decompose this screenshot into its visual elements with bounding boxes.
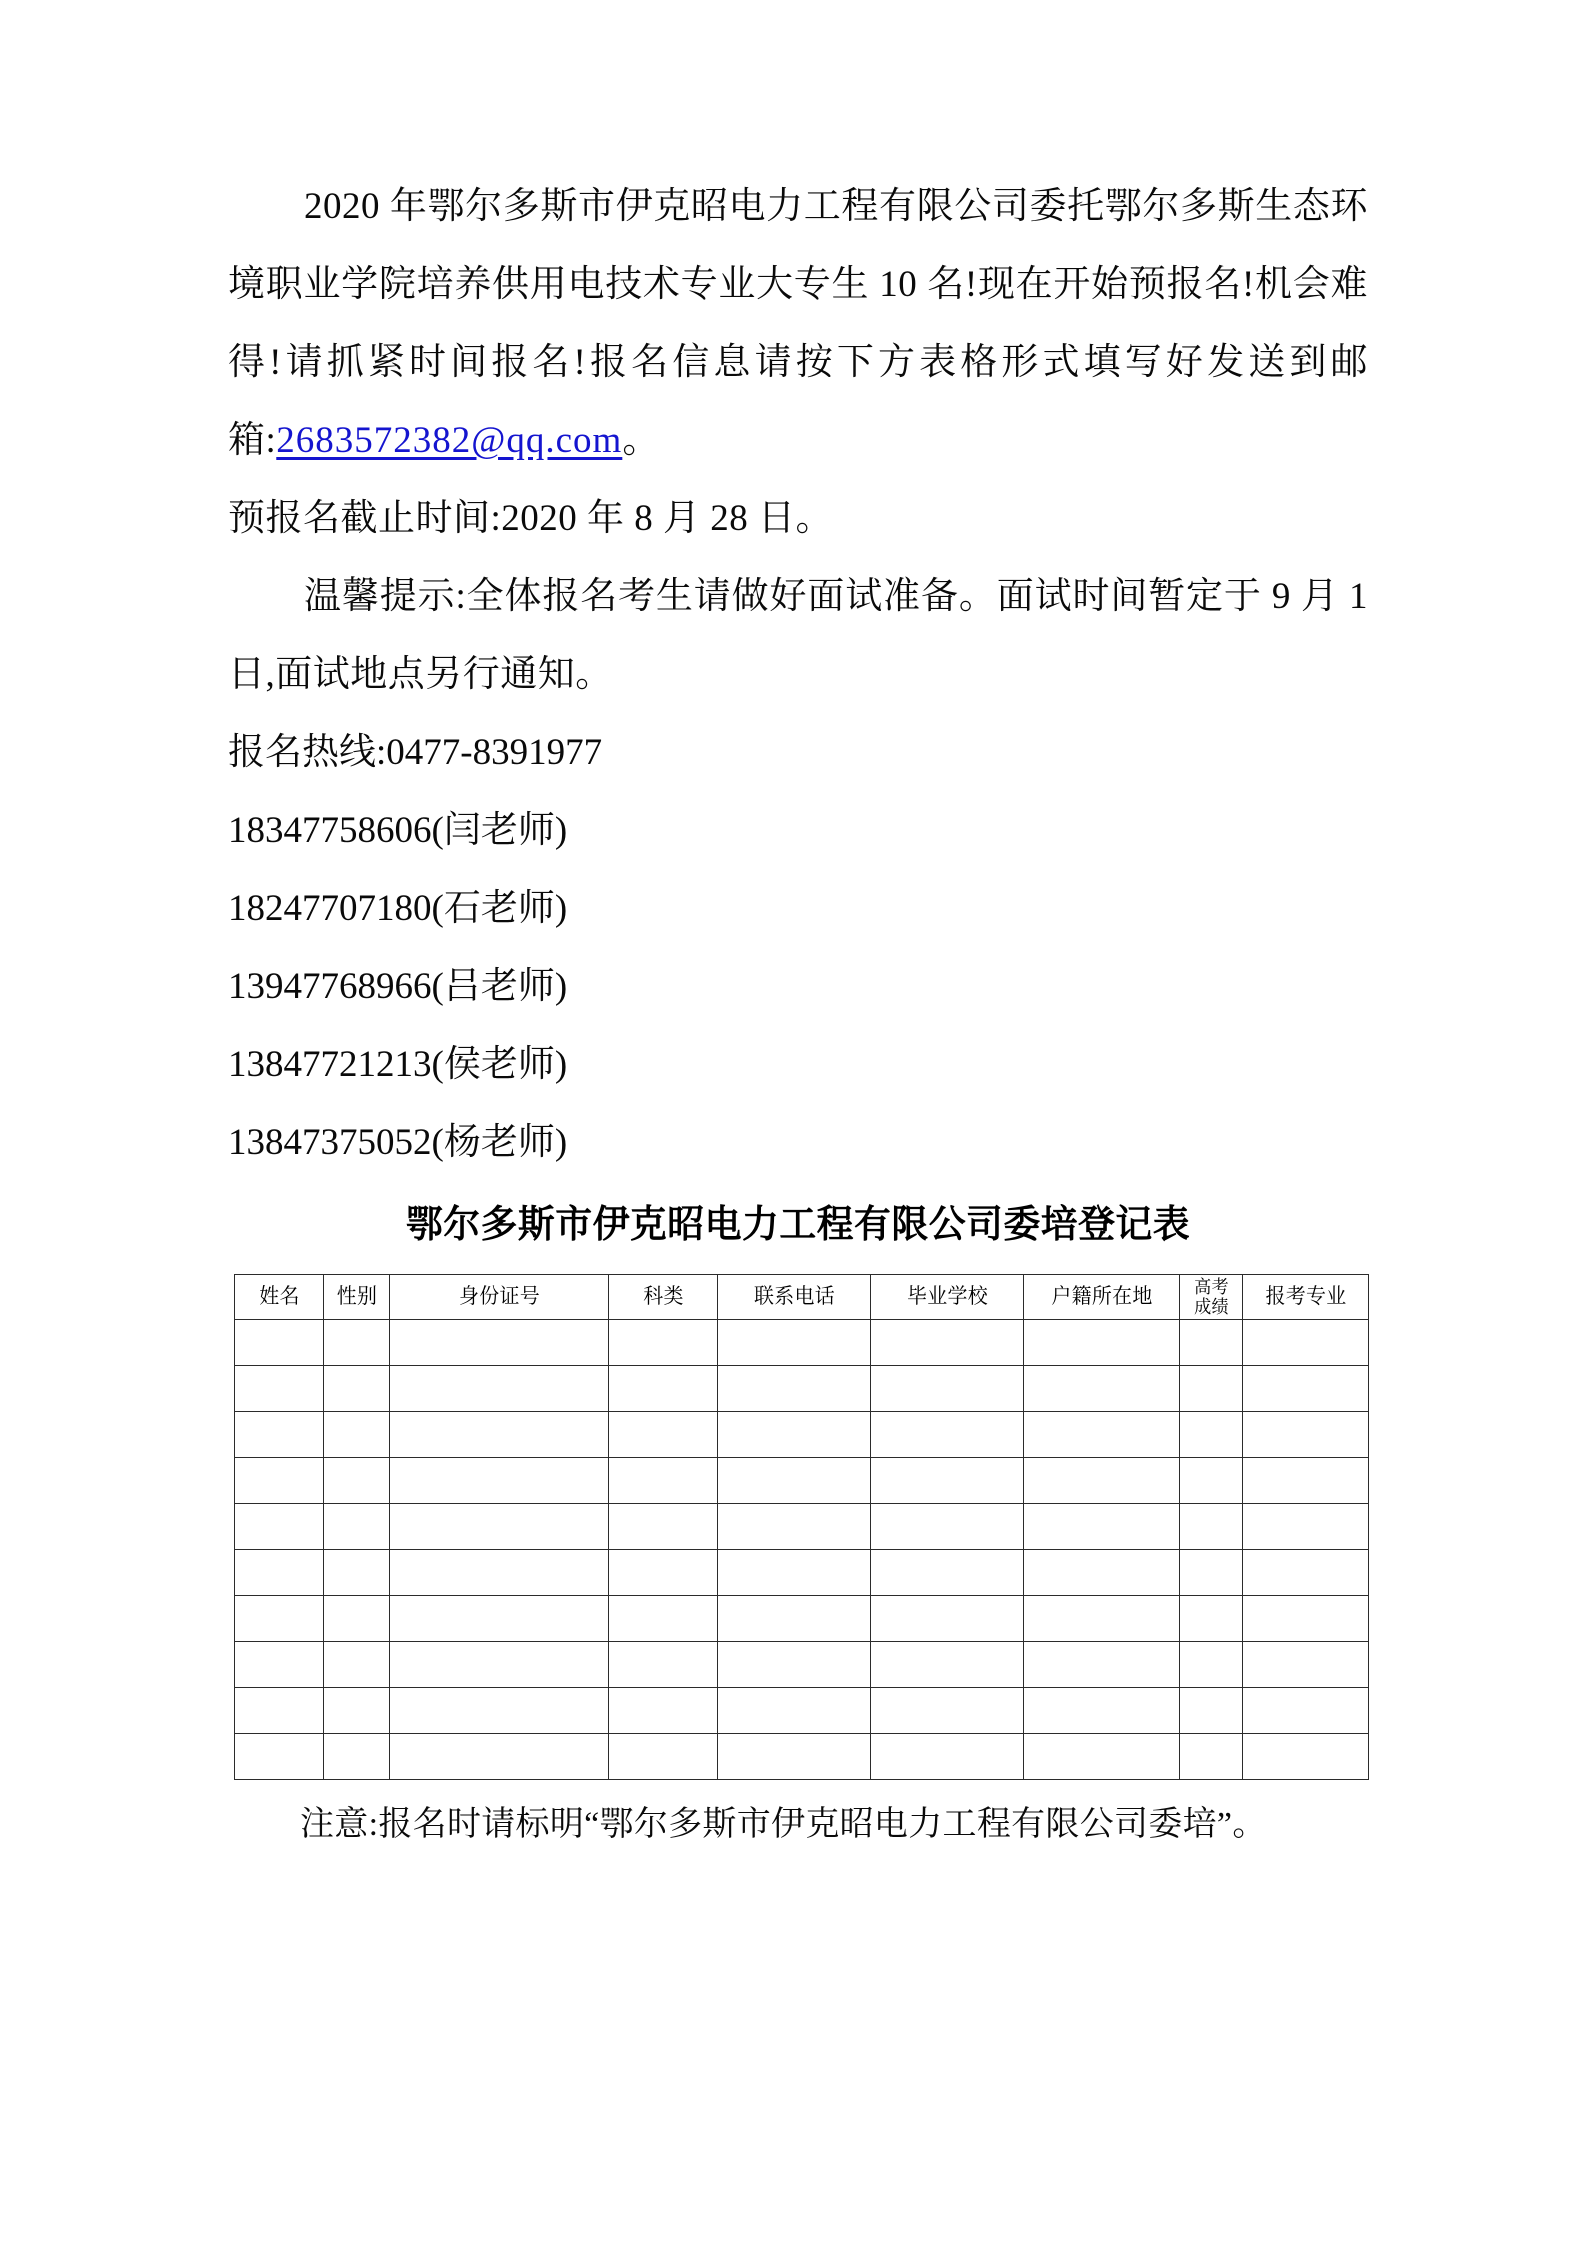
table-cell[interactable]	[718, 1688, 871, 1734]
table-cell[interactable]	[1024, 1688, 1180, 1734]
table-cell[interactable]	[718, 1366, 871, 1412]
table-header	[235, 1275, 1369, 1320]
column-header-name: 姓名	[237, 1275, 322, 1320]
table-cell[interactable]	[1024, 1412, 1180, 1458]
table-cell[interactable]	[324, 1734, 390, 1780]
table-cell[interactable]	[718, 1734, 871, 1780]
table-cell[interactable]	[609, 1366, 718, 1412]
table-cell[interactable]	[1180, 1320, 1243, 1366]
table-cell[interactable]	[718, 1642, 871, 1688]
table-cell[interactable]	[871, 1320, 1024, 1366]
table-row	[235, 1320, 1369, 1366]
table-cell[interactable]	[609, 1504, 718, 1550]
table-cell[interactable]	[235, 1366, 324, 1412]
column-header-id-number: 身份证号	[395, 1275, 603, 1320]
exam-score-line-2: 成绩	[1193, 1297, 1229, 1317]
contact-line-4: 13847721213(侯老师)	[228, 1044, 568, 1085]
table-cell[interactable]	[718, 1550, 871, 1596]
table-cell[interactable]	[390, 1458, 609, 1504]
table-cell[interactable]	[235, 1688, 324, 1734]
table-body	[235, 1320, 1369, 1780]
table-cell[interactable]	[718, 1458, 871, 1504]
table-cell[interactable]	[324, 1688, 390, 1734]
table-cell[interactable]	[1024, 1550, 1180, 1596]
column-header-phone: 联系电话	[721, 1275, 866, 1320]
contact-line-1: 18347758606(闫老师)	[228, 810, 568, 851]
table-cell[interactable]	[390, 1504, 609, 1550]
announcement-text-before-email: 2020 年鄂尔多斯市伊克昭电力工程有限公司委托鄂尔多斯生态环境职业学院培养供用电技术专业大专生 10 名!现在开始预报名!机会难得!请抓紧时间报名!报名信息请按下方表格形式填写好发送到邮箱:	[228, 186, 1368, 461]
table-cell[interactable]	[324, 1458, 390, 1504]
table-cell[interactable]	[390, 1550, 609, 1596]
tip-paragraph: 温馨提示:全体报名考生请做好面试准备。面试时间暂定于 9 月 1 日,面试地点另行通知。	[228, 576, 1368, 695]
table-cell[interactable]	[390, 1642, 609, 1688]
table-cell[interactable]	[1243, 1642, 1369, 1688]
table-row	[235, 1550, 1369, 1596]
table-cell[interactable]	[390, 1734, 609, 1780]
table-cell[interactable]	[1180, 1734, 1243, 1780]
table-cell[interactable]	[1180, 1458, 1243, 1504]
table-cell[interactable]	[609, 1550, 718, 1596]
table-cell[interactable]	[1180, 1642, 1243, 1688]
table-cell[interactable]	[1243, 1458, 1369, 1504]
table-cell[interactable]	[235, 1550, 324, 1596]
table-row	[235, 1504, 1369, 1550]
deadline-line: 预报名截止时间:2020 年 8 月 28 日。	[228, 498, 834, 539]
table-cell[interactable]	[1180, 1504, 1243, 1550]
table-cell[interactable]	[1024, 1458, 1180, 1504]
table-cell[interactable]	[235, 1458, 324, 1504]
table-cell[interactable]	[871, 1412, 1024, 1458]
table-header-row	[235, 1275, 1369, 1320]
column-header-exam-score	[1181, 1275, 1241, 1320]
table-cell[interactable]	[718, 1596, 871, 1642]
table-cell[interactable]	[1243, 1412, 1369, 1458]
table-cell[interactable]	[609, 1320, 718, 1366]
table-cell[interactable]	[390, 1366, 609, 1412]
table-cell[interactable]	[609, 1688, 718, 1734]
hotline-line: 报名热线:0477-8391977	[228, 732, 603, 773]
announcement-text-after-email: 。	[622, 420, 660, 461]
table-cell[interactable]	[609, 1412, 718, 1458]
footnote: 注意:报名时请标明“鄂尔多斯市伊克昭电力工程有限公司委培”。	[300, 1806, 1267, 1843]
table-row	[235, 1596, 1369, 1642]
column-header-residence: 户籍所在地	[1027, 1275, 1175, 1320]
table-cell[interactable]	[1024, 1366, 1180, 1412]
table-row	[235, 1642, 1369, 1688]
email-link[interactable]: 2683572382@qq.com	[276, 420, 623, 461]
table-cell[interactable]	[235, 1412, 324, 1458]
table-cell[interactable]	[871, 1688, 1024, 1734]
contact-line-5: 13847375052(杨老师)	[228, 1122, 568, 1163]
table-cell[interactable]	[324, 1550, 390, 1596]
table-cell[interactable]	[718, 1412, 871, 1458]
table-row	[235, 1688, 1369, 1734]
table-row	[235, 1412, 1369, 1458]
table-cell[interactable]	[235, 1734, 324, 1780]
table-cell[interactable]	[609, 1642, 718, 1688]
table-cell[interactable]	[1180, 1688, 1243, 1734]
table-cell[interactable]	[1024, 1320, 1180, 1366]
table-cell[interactable]	[1024, 1596, 1180, 1642]
table-cell[interactable]	[1243, 1550, 1369, 1596]
registration-table	[234, 1274, 1369, 1780]
table-cell[interactable]	[1180, 1550, 1243, 1596]
table-cell[interactable]	[871, 1550, 1024, 1596]
table-cell[interactable]	[324, 1504, 390, 1550]
table-cell[interactable]	[1024, 1734, 1180, 1780]
table-cell[interactable]	[871, 1642, 1024, 1688]
table-cell[interactable]	[324, 1366, 390, 1412]
registration-table-wrapper	[228, 1274, 1368, 1780]
registration-table-title: 鄂尔多斯市伊克昭电力工程有限公司委培登记表	[405, 1204, 1191, 1246]
table-cell[interactable]	[871, 1596, 1024, 1642]
column-header-school: 毕业学校	[874, 1275, 1019, 1320]
table-cell[interactable]	[324, 1642, 390, 1688]
table-cell[interactable]	[1243, 1366, 1369, 1412]
table-cell[interactable]	[1243, 1320, 1369, 1366]
table-cell[interactable]	[324, 1412, 390, 1458]
column-header-category: 科类	[611, 1275, 715, 1320]
contact-line-2: 18247707180(石老师)	[228, 888, 568, 929]
table-cell[interactable]	[235, 1320, 324, 1366]
table-cell[interactable]	[324, 1320, 390, 1366]
table-cell[interactable]	[718, 1504, 871, 1550]
table-cell[interactable]	[1243, 1688, 1369, 1734]
document-content	[228, 168, 1368, 1856]
table-cell[interactable]	[235, 1504, 324, 1550]
contact-line-3: 13947768966(吕老师)	[228, 966, 568, 1007]
table-cell[interactable]	[871, 1366, 1024, 1412]
table-cell[interactable]	[871, 1734, 1024, 1780]
table-cell[interactable]	[718, 1320, 871, 1366]
table-cell[interactable]	[1180, 1596, 1243, 1642]
table-row	[235, 1366, 1369, 1412]
table-cell[interactable]	[1243, 1734, 1369, 1780]
column-header-major: 报考专业	[1246, 1275, 1366, 1320]
exam-score-line-1: 高考	[1193, 1277, 1229, 1297]
table-cell[interactable]	[609, 1734, 718, 1780]
table-cell[interactable]	[609, 1458, 718, 1504]
table-cell[interactable]	[390, 1596, 609, 1642]
table-cell[interactable]	[1243, 1596, 1369, 1642]
table-cell[interactable]	[871, 1458, 1024, 1504]
table-row	[235, 1458, 1369, 1504]
table-cell[interactable]	[390, 1688, 609, 1734]
table-cell[interactable]	[609, 1596, 718, 1642]
table-cell[interactable]	[235, 1596, 324, 1642]
table-cell[interactable]	[324, 1596, 390, 1642]
table-cell[interactable]	[235, 1642, 324, 1688]
table-cell[interactable]	[1024, 1642, 1180, 1688]
table-row	[235, 1734, 1369, 1780]
column-header-gender: 性别	[325, 1275, 388, 1320]
table-cell[interactable]	[1180, 1412, 1243, 1458]
table-cell[interactable]	[1243, 1504, 1369, 1550]
table-cell[interactable]	[1024, 1504, 1180, 1550]
table-cell[interactable]	[1180, 1366, 1243, 1412]
table-cell[interactable]	[871, 1504, 1024, 1550]
table-cell[interactable]	[390, 1320, 609, 1366]
announcement-paragraph	[228, 168, 1368, 480]
table-cell[interactable]	[390, 1412, 609, 1458]
